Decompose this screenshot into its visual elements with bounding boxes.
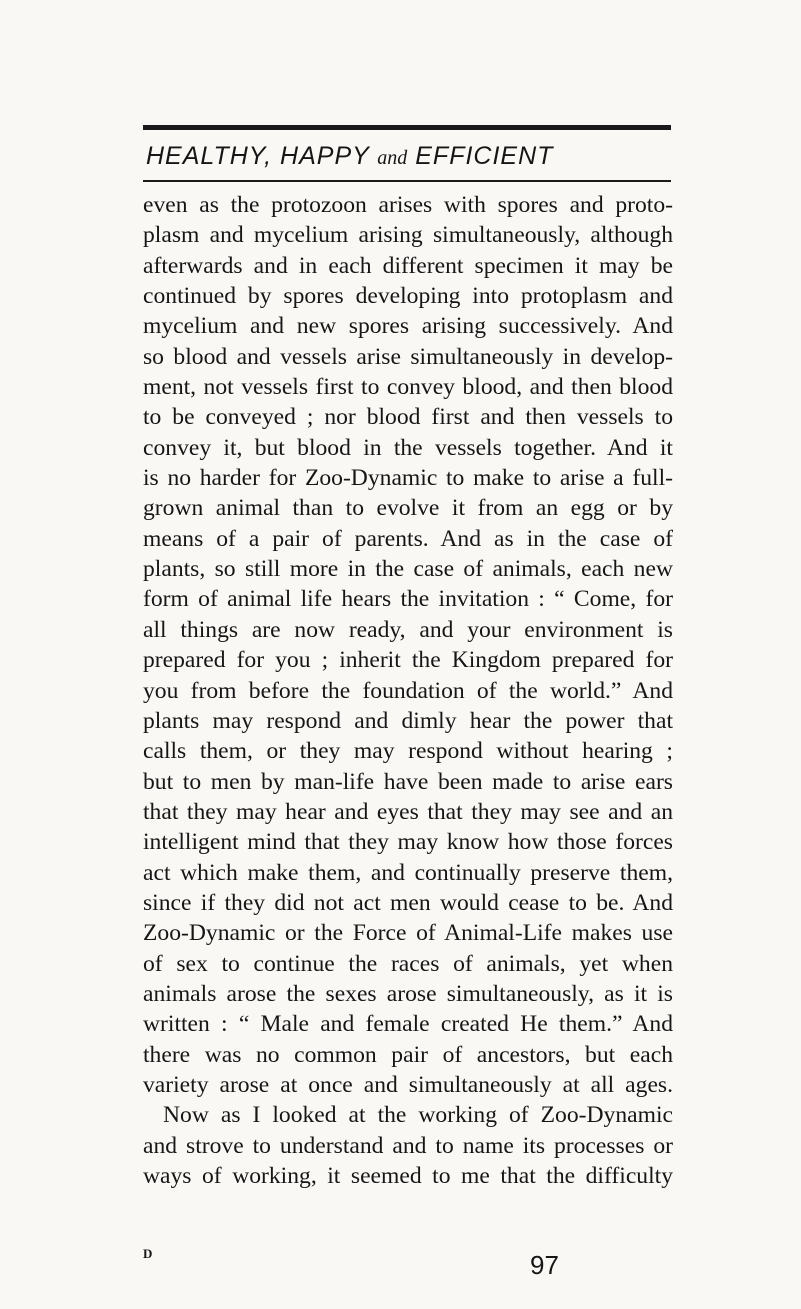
text-line: mycelium and new spores arising successively. And [143,313,673,340]
header-title-part1: HEALTHY, HAPPY [146,142,378,170]
text-line: continued by spores developing into protoplasm and [143,283,673,310]
text-line: that they may hear and eyes that they may see and an [143,798,673,825]
text-line: is no harder for Zoo-Dynamic to make to arise a full- [143,465,673,492]
page-footer [143,1246,673,1286]
text-line: plasm and mycelium arising simultaneously, although [143,222,673,249]
text-line: you from before the foundation of the world.” And [143,677,673,704]
text-line: written : “ Male and female created He them.” And [143,1011,673,1038]
text-line: Now as I looked at the working of Zoo-Dynamic [163,1102,673,1129]
text-line: convey it, but blood in the vessels together. And it [143,434,673,461]
text-line: ways of working, it seemed to me that the difficulty [143,1163,673,1189]
text-line: grown animal than to evolve it from an egg or by [143,495,673,522]
text-line: of sex to continue the races of animals, yet when [143,950,673,977]
text-line: afterwards and in each different specimen it may be [143,252,673,279]
header-rule-top [143,125,671,130]
text-line: plants may respond and dimly hear the power that [143,707,673,734]
text-line: animals arose the sexes arose simultaneously, as it is [143,980,673,1007]
text-line: variety arose at once and simultaneously at all ages. [143,1071,673,1098]
page-number: 97 [530,1250,559,1280]
text-line: there was no common pair of ancestors, but each [143,1041,673,1068]
text-line: ment, not vessels first to convey blood, and then blood [143,374,673,401]
header-rule-bottom [143,180,671,182]
text-line: intelligent mind that they may know how those forces [143,829,673,856]
text-line: prepared for you ; inherit the Kingdom prepared for [143,647,673,674]
text-line: plants, so still more in the case of animals, each new [143,556,673,583]
text-line: since if they did not act men would cease to be. And [143,889,673,916]
body-text [143,190,673,1191]
signature-mark: D [143,1246,153,1261]
text-line: form of animal life hears the invitation : “ Come, for [143,586,673,613]
text-line: even as the protozoon arises with spores and proto- [143,192,673,218]
text-line: act which make them, and continually preserve them, [143,859,673,886]
text-line: calls them, or they may respond without hearing ; [143,738,673,765]
text-line: to be conveyed ; nor blood first and then vessels to [143,404,673,431]
text-line: so blood and vessels arise simultaneously in develop- [143,343,673,370]
text-line: Zoo-Dynamic or the Force of Animal-Life makes use [143,920,673,947]
text-line: means of a pair of parents. And as in the case of [143,525,673,552]
header-title-part2: EFFICIENT [407,142,554,170]
text-line: and strove to understand and to name its processes or [143,1132,673,1159]
text-line: but to men by man-life have been made to arise ears [143,768,673,795]
running-header [146,140,668,174]
header-title-and: and [377,147,408,169]
text-line: all things are now ready, and your environment is [143,616,673,643]
